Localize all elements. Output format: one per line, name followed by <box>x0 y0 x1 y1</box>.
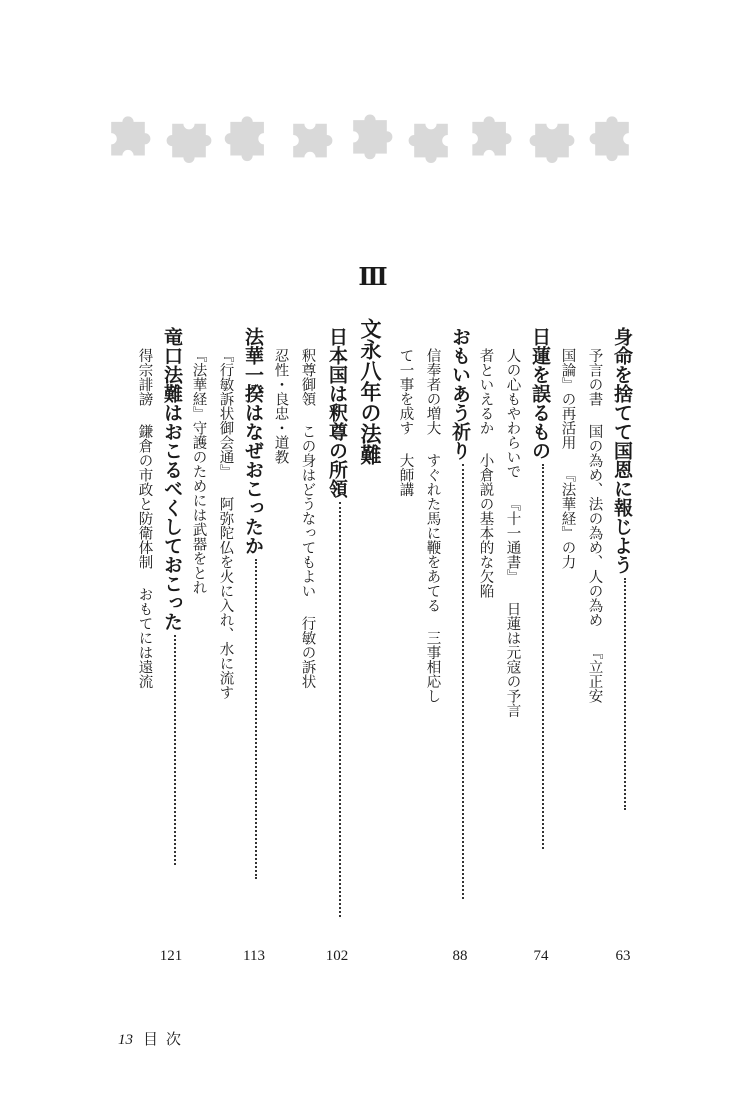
subtopic: 信奉者の増大 <box>424 348 441 435</box>
toc-subtopics <box>191 348 206 595</box>
folio: 13 <box>118 1032 133 1048</box>
toc-subtopics <box>587 348 602 703</box>
puzzle-piece-icon <box>221 107 277 163</box>
section-title: 文永八年の法難 <box>358 318 383 465</box>
toc-subtopics <box>300 348 315 689</box>
subtopic: 『法華経』守護のためには武器をとれ <box>190 348 207 595</box>
toc-chapter-heading[interactable] <box>612 327 631 967</box>
leader-dots <box>624 578 630 810</box>
subtopic: おもてには遠流 <box>136 587 153 689</box>
running-footer <box>118 1028 189 1049</box>
toc-subtopics <box>218 348 233 700</box>
toc-subtopics <box>505 348 520 718</box>
running-title: 目次 <box>143 1030 190 1048</box>
part-number: Ⅲ <box>358 262 386 291</box>
toc-chapter-heading[interactable] <box>162 327 181 967</box>
subtopic: 三事相応し <box>424 630 441 703</box>
subtopic: 忍性・良忠・道教 <box>272 348 289 464</box>
chapter-title: おもいあう祈り <box>449 327 471 460</box>
subtopic: 予言の書 <box>586 348 603 406</box>
puzzle-piece-icon <box>524 107 580 163</box>
leader-dots <box>339 502 345 917</box>
toc-subtopics <box>560 348 575 569</box>
page-number: 113 <box>243 948 265 964</box>
leader-dots <box>462 464 468 899</box>
subtopic: 国の為め、法の為め、人の為め <box>586 424 603 627</box>
subtopic: 人の心もやわらいで <box>504 348 521 479</box>
subtopic: 小倉説の基本的な欠陥 <box>477 453 494 598</box>
leader-dots <box>174 635 180 865</box>
subtopic: 得宗誹謗 <box>136 348 153 406</box>
chapter-title: 日蓮を誤るもの <box>529 327 551 460</box>
toc-subtopics <box>478 348 493 598</box>
page-number: 102 <box>325 948 349 964</box>
subtopic: 『法華経』の力 <box>559 467 576 569</box>
subtopic: 大師講 <box>397 453 414 497</box>
leader-dots <box>255 559 261 879</box>
puzzle-piece-icon <box>282 107 338 163</box>
toc-chapter-heading[interactable] <box>450 327 469 967</box>
subtopic: 者といえるか <box>477 348 494 435</box>
puzzle-piece-icon <box>161 107 217 163</box>
leader-dots <box>542 464 548 849</box>
puzzle-decoration <box>100 100 640 170</box>
chapter-title: 身命を捨てて国恩に報じよう <box>611 327 633 574</box>
subtopic: 『立正安 <box>586 645 603 703</box>
chapter-title: 法華一揆はなぜおこったか <box>242 327 264 555</box>
chapter-title: 日本国は釈尊の所領 <box>326 327 348 498</box>
subtopic: 『行敏訴状御会通』 <box>217 348 234 479</box>
toc-chapter-heading[interactable] <box>530 327 549 967</box>
subtopic: 釈尊御領 <box>299 348 316 406</box>
toc-subtopics <box>273 348 288 464</box>
puzzle-piece-icon <box>463 107 519 163</box>
toc-subtopics <box>425 348 440 703</box>
subtopic: 『十一通書』 <box>504 496 521 584</box>
subtopic: 鎌倉の市政と防衛体制 <box>136 424 153 569</box>
toc-chapter-heading[interactable] <box>327 327 346 967</box>
toc-chapter-heading[interactable] <box>243 327 262 967</box>
puzzle-piece-icon <box>342 107 398 163</box>
subtopic: すぐれた馬に鞭をあてる <box>424 453 441 613</box>
subtopic: て一事を成す <box>397 348 414 435</box>
toc-subtopics <box>137 348 152 689</box>
subtopic: 国論』の再活用 <box>559 348 576 450</box>
subtopic: この身はどうなってもよい <box>299 424 316 598</box>
subtopic: 行敏の訴状 <box>299 616 316 689</box>
puzzle-piece-icon <box>403 107 459 163</box>
toc-subtopics <box>398 348 413 497</box>
page-number: 121 <box>159 948 183 964</box>
chapter-title: 竜口法難はおこるべくしておこった <box>161 327 183 631</box>
subtopic: 日蓮は元寇の予言 <box>504 601 521 718</box>
puzzle-piece-icon <box>584 107 640 163</box>
page-number: 88 <box>452 948 468 964</box>
page-number: 63 <box>615 948 631 964</box>
page-number: 74 <box>533 948 549 964</box>
puzzle-piece-icon <box>100 107 156 163</box>
subtopic: 阿弥陀仏を火に入れ、水に流す <box>217 496 234 700</box>
